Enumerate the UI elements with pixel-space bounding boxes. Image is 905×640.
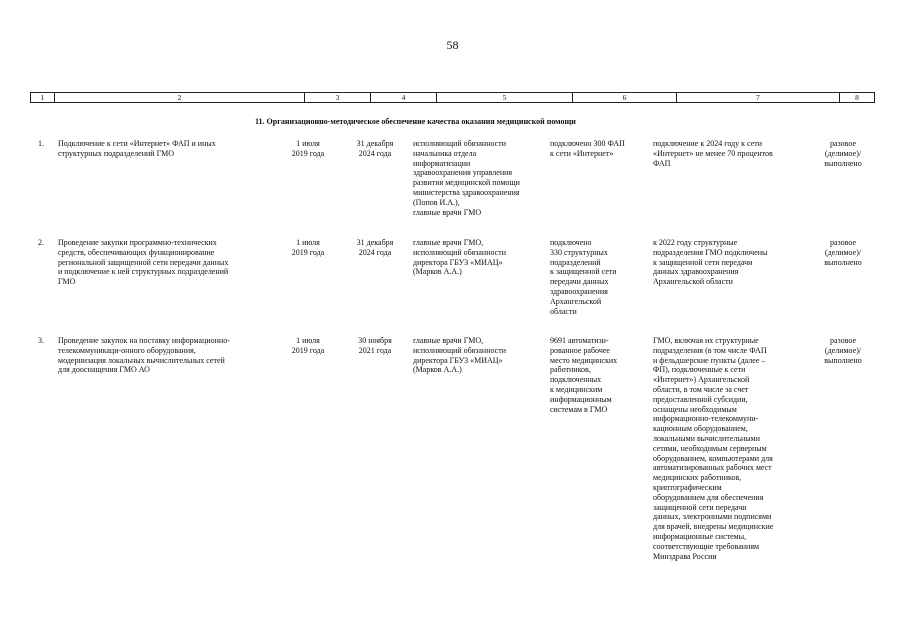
header-col-4: 4 [371, 93, 437, 102]
page-number: 58 [446, 38, 459, 52]
row-result: подключено 330 структурных подразделений к защищенной сети передачи данных здравоохранения Архангельской области [550, 238, 617, 316]
row-responsible: исполняющий обязанности начальника отдела информатизации здравоохранения управления развития медицинской помощи министерства здравоохранения (Попов И.А.), главные врачи ГМО [413, 139, 520, 217]
row-end-date: 31 декабря 2024 года [356, 238, 394, 257]
row-end-date: 31 декабря 2024 года [356, 139, 394, 158]
row-description: Подключение к сети «Интернет» ФАП и иных структурных подразделений ГМО [58, 139, 216, 158]
header-col-1: 1 [31, 93, 55, 102]
row-status: разовое (делимое)/ выполнено [824, 139, 862, 168]
row-number: 3. [38, 336, 44, 345]
row-indicator: подключение к 2024 году к сети «Интернет» не менее 70 процентов ФАП [653, 139, 773, 168]
row-status: разовое (делимое)/ выполнено [824, 238, 862, 267]
row-start-date: 1 июля 2019 года [291, 336, 325, 355]
row-number: 2. [38, 238, 44, 247]
header-col-6: 6 [573, 93, 677, 102]
header-col-2: 2 [55, 93, 305, 102]
row-start-date: 1 июля 2019 года [291, 139, 325, 158]
header-col-8: 8 [855, 93, 859, 102]
header-col-5: 5 [437, 93, 573, 102]
row-start-date: 1 июля 2019 года [291, 238, 325, 257]
row-indicator: ГМО, включая их структурные подразделения (в том числе ФАП и фельдшерские пункты (далее – ФП), подключенные к сети «Интернет») Архангельской области, в том числе за счет предоставленной субсидии, оснащены необходимым информационно-телекоммуни- кационным оборудованием, локальными вычислительными сетями, необходимым серверным оборудованием, компьютерами для автоматизированных рабочих мест медицинских работников, криптографическим оборудованием для обеспечения защищенной сети передачи данных, электронными подписями для врачей, внедрены медицинские информационные системы, соответствующие требованиям Минздрава России [653, 336, 774, 561]
row-responsible: главные врачи ГМО, исполняющий обязанности директора ГБУЗ «МИАЦ» (Марков А.А.) [413, 238, 507, 277]
row-responsible: главные врачи ГМО, исполняющий обязанности директора ГБУЗ «МИАЦ» (Марков А.А.) [413, 336, 507, 375]
row-result: подключено 300 ФАП к сети «Интернет» [550, 139, 625, 158]
row-result: 9691 автоматизи- рованное рабочее место медицинских работников, подключенных к медицинским информационным системам в ГМО [550, 336, 618, 414]
section-title: 11. Организационно-методическое обеспечение качества оказания медицинской помощи [255, 117, 576, 126]
row-end-date: 30 ноября 2021 года [358, 336, 392, 355]
row-number: 1. [38, 139, 44, 148]
row-description: Проведение закупок на поставку информационно- телекоммуникаци-онного оборудования, модернизация локальных вычислительных сетей для дооснащения ГМО АО [58, 336, 230, 375]
row-indicator: к 2022 году структурные подразделения ГМО подключены к защищенной сети передачи данных здравоохранения Архангельской области [653, 238, 768, 287]
header-col-7: 7 [677, 93, 840, 102]
table-header-row [30, 92, 875, 103]
row-description: Проведение закупки программно-технических средств, обеспечивающих функционирование региональной защищенной сети передачи данных и подключение к ней структурных подразделений ГМО [58, 238, 229, 287]
header-col-3: 3 [305, 93, 371, 102]
row-status: разовое (делимое)/ выполнено [824, 336, 862, 365]
